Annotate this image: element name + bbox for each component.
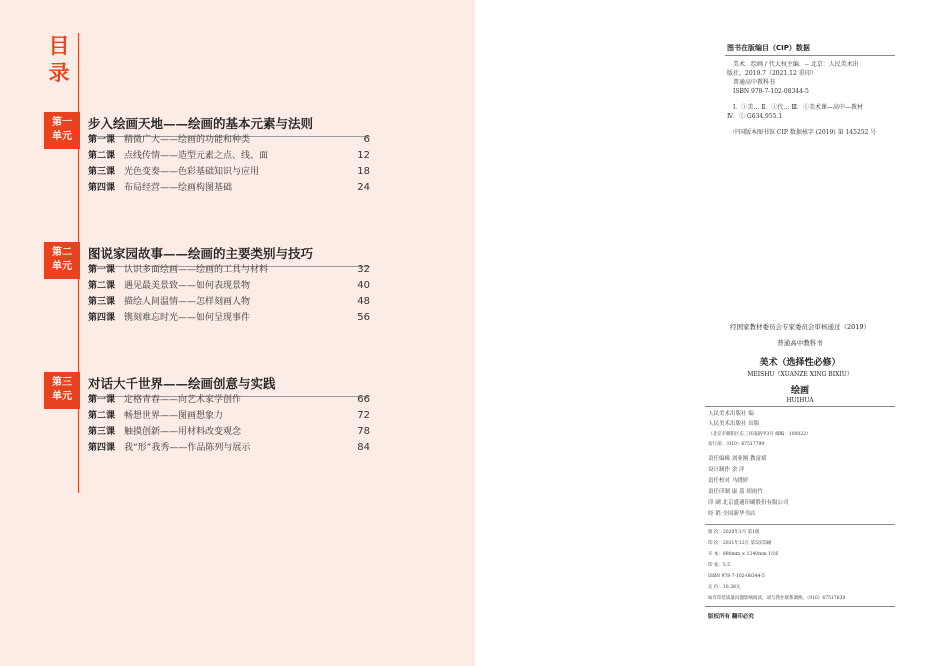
lesson-page-number: 78: [357, 426, 370, 437]
staff-line: 经 销 全国新华书店: [708, 511, 756, 517]
lesson-title: 遇见最美景致——如何表现景物: [124, 281, 251, 291]
cip-rule: [725, 55, 895, 56]
lesson-number: 第四课: [88, 313, 116, 323]
book-subtitle: 绘画: [790, 386, 809, 396]
unit-badge-text: 第二: [52, 247, 72, 258]
lesson-number: 第二课: [88, 411, 116, 421]
publisher-line: （北京市朝阳区东三环南路甲3号 邮编：100022）: [708, 432, 811, 437]
publisher-line: 人民美术出版社 出版: [708, 421, 760, 427]
print-line: 如有印装质量问题影响阅读，请与我社联系调换。（010）67517639: [708, 596, 846, 601]
toc-title-char: 目: [48, 33, 70, 58]
lesson-title: 光色变奏——色彩基础知识与应用: [124, 167, 260, 177]
publisher-line: 发行部：（010）67517799: [708, 442, 765, 447]
approval-note: 经国家教材委员会专家委员会审核通过（2019）: [729, 323, 871, 331]
cip-line: Ⅰ．①美… Ⅱ．①代… Ⅲ．①美术课—高中—教材: [733, 104, 864, 111]
toc-title: [44, 32, 74, 86]
toc-lesson-row[interactable]: [88, 311, 370, 325]
toc-lesson-row[interactable]: [88, 181, 370, 195]
unit-badge-text: 单元: [52, 391, 72, 402]
cip-line: Ⅳ．① G634.955.1: [727, 113, 783, 120]
lesson-number: 第一课: [88, 265, 116, 275]
unit-badge-text: 单元: [52, 131, 72, 142]
lesson-title: 畅想世界——图画想象力: [124, 411, 224, 421]
rights-notice: 版权所有 翻印必究: [708, 614, 754, 620]
lesson-page-number: 72: [357, 410, 370, 421]
cip-line: 普通高中教科书: [733, 79, 776, 86]
lesson-title: 精微广大——绘画的功能和种类: [124, 135, 251, 145]
lesson-page-number: 18: [357, 166, 370, 177]
lesson-number: 第四课: [88, 183, 116, 193]
lesson-number: 第三课: [88, 427, 116, 437]
book-title: 美术（选择性必修）: [759, 358, 841, 368]
unit-badge-text: 单元: [52, 261, 72, 272]
toc-lesson-row[interactable]: [88, 425, 370, 439]
publisher-line: 人民美术出版社 编: [708, 411, 754, 417]
print-line: ISBN 978-7-102-08344-5: [708, 574, 765, 579]
unit-badge: [44, 112, 80, 149]
book-subtitle-pinyin: HUIHUA: [786, 397, 814, 404]
colophon-rule: [705, 406, 895, 407]
toc-lesson-row[interactable]: [88, 295, 370, 309]
lesson-title: 点线传情——造型元素之点、线、面: [124, 151, 269, 161]
cip-title: 图书在版编目（CIP）数据: [727, 44, 810, 52]
toc-lesson-row[interactable]: [88, 133, 370, 147]
unit-heading[interactable]: 步入绘画天地——绘画的基本元素与法则: [88, 116, 314, 131]
unit-heading[interactable]: 对话大千世界——绘画创意与实践: [88, 376, 276, 391]
colophon-rule: [705, 606, 895, 607]
print-line: 印 次：2021年12月 第5次印刷: [708, 541, 772, 546]
cip-record: 中国版本图书馆 CIP 数据核字 (2019) 第 145252 号: [733, 129, 877, 136]
unit-badge-text: 第一: [52, 117, 72, 128]
lesson-page-number: 84: [357, 442, 370, 453]
toc-lesson-row[interactable]: [88, 441, 370, 455]
unit-badge: [44, 242, 80, 279]
print-line: 印 张：5.5: [708, 563, 731, 568]
lesson-title: 描绘人间温情——怎样刻画人物: [124, 297, 251, 307]
toc-lesson-row[interactable]: [88, 409, 370, 423]
staff-line: 责任编辑 刘亚刚 教富斌: [708, 456, 767, 462]
unit-badge-text: 第三: [52, 377, 72, 388]
cip-line: 版社，2019.7（2021.12 重印）: [727, 70, 817, 77]
lesson-page-number: 66: [357, 394, 370, 405]
print-line: 开 本：890mm × 1240mm 1/16: [708, 552, 779, 557]
lesson-title: 布局经营——绘画构图基础: [124, 183, 233, 193]
staff-line: 责任印制 康 荔 胡雨竹: [708, 489, 763, 495]
lesson-page-number: 32: [357, 264, 370, 275]
print-line: 定 价：10.38元: [708, 585, 741, 590]
lesson-number: 第四课: [88, 443, 116, 453]
cip-line: ISBN 978-7-102-08344-5: [733, 88, 809, 95]
lesson-title: 定格青春——向艺术家学创作: [124, 395, 242, 405]
lesson-page-number: 12: [357, 150, 370, 161]
lesson-page-number: 24: [357, 182, 370, 193]
lesson-number: 第一课: [88, 135, 116, 145]
lesson-number: 第三课: [88, 297, 116, 307]
lesson-title: 我“形”我秀——作品陈列与展示: [124, 443, 251, 453]
toc-lesson-row[interactable]: [88, 149, 370, 163]
unit-badge: [44, 372, 80, 409]
lesson-page-number: 48: [357, 296, 370, 307]
print-line: 版 次：2020年1月 第1版: [708, 530, 760, 535]
staff-line: 责任校对 马晓婷: [708, 478, 749, 484]
lesson-number: 第二课: [88, 281, 116, 291]
staff-line: 印 刷 北京盛通印刷股份有限公司: [708, 500, 789, 506]
toc-lesson-row[interactable]: [88, 263, 370, 277]
colophon-rule: [705, 524, 895, 525]
lesson-number: 第一课: [88, 395, 116, 405]
book-pinyin: MEISHU（XUANZE XING BIXIU）: [747, 371, 853, 378]
series-name: 普通高中教科书: [777, 339, 823, 347]
toc-lesson-row[interactable]: [88, 393, 370, 407]
cip-line: 美术．绘画 / 代大权主编．-- 北京：人民美术出: [733, 61, 859, 68]
lesson-title: 触摸创新——用材料改变观念: [124, 427, 242, 437]
lesson-title: 镌刻难忘时光——如何呈现事件: [124, 313, 251, 323]
toc-title-char: 录: [48, 60, 70, 85]
lesson-page-number: 56: [357, 312, 370, 323]
lesson-page-number: 6: [363, 134, 370, 145]
lesson-number: 第三课: [88, 167, 116, 177]
staff-line: 设计制作 余 洋: [708, 467, 745, 473]
toc-lesson-row[interactable]: [88, 279, 370, 293]
unit-heading[interactable]: 图说家园故事——绘画的主要类别与技巧: [88, 246, 314, 261]
toc-lesson-row[interactable]: [88, 165, 370, 179]
lesson-title: 认识多面绘画——绘画的工具与材料: [124, 265, 269, 275]
lesson-number: 第二课: [88, 151, 116, 161]
lesson-page-number: 40: [357, 280, 370, 291]
